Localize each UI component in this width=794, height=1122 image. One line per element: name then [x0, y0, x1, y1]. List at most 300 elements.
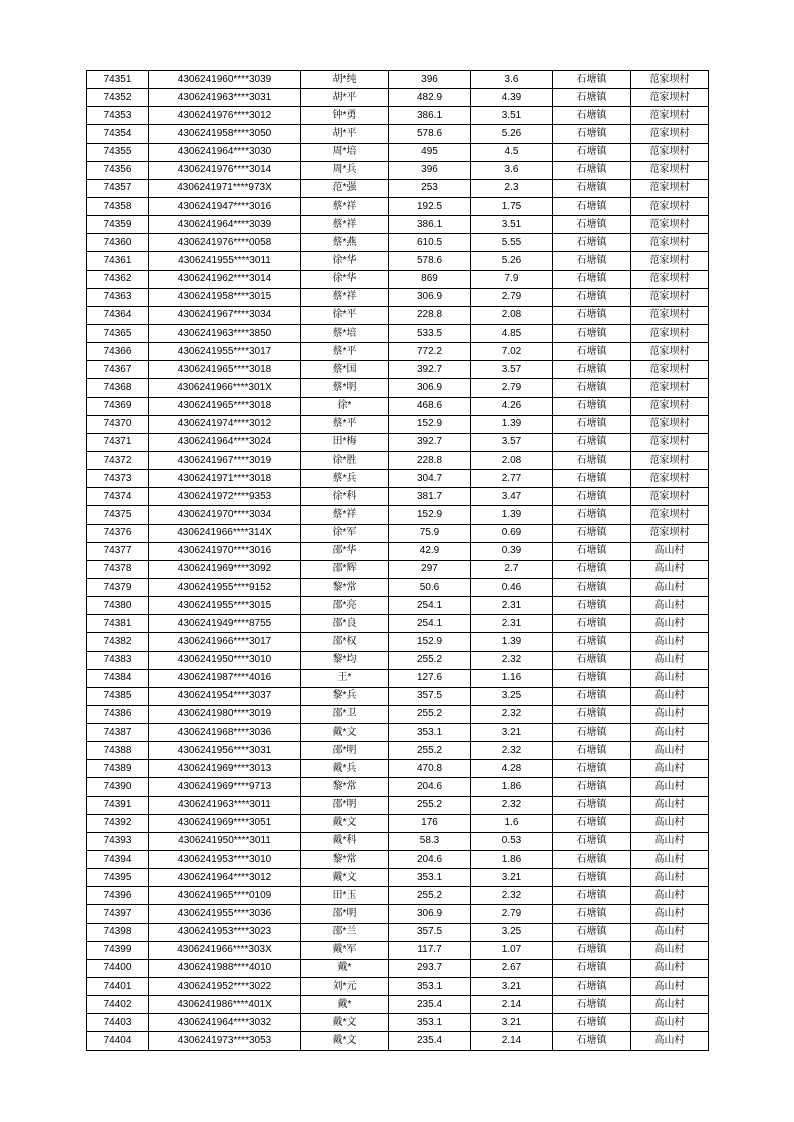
cell-area: 0.53: [471, 832, 553, 850]
cell-town: 石塘镇: [553, 161, 631, 179]
cell-name: 黎*常: [301, 851, 389, 869]
table-row: [87, 705, 709, 723]
cell-village: 高山村: [631, 869, 709, 887]
cell-name: 徐*: [301, 397, 389, 415]
cell-id_number: 4306241958****3015: [149, 288, 301, 306]
cell-area: 3.21: [471, 724, 553, 742]
cell-id_number: 4306241966****301X: [149, 379, 301, 397]
cell-name: 黎*均: [301, 651, 389, 669]
cell-area: 5.26: [471, 125, 553, 143]
cell-name: 黎*常: [301, 778, 389, 796]
cell-town: 石塘镇: [553, 669, 631, 687]
cell-id_number: 4306241958****3050: [149, 125, 301, 143]
cell-amount: 353.1: [389, 869, 471, 887]
cell-village: 高山村: [631, 705, 709, 723]
cell-area: 4.5: [471, 143, 553, 161]
cell-area: 2.79: [471, 288, 553, 306]
cell-id_number: 4306241955****3011: [149, 252, 301, 270]
cell-amount: 578.6: [389, 125, 471, 143]
cell-town: 石塘镇: [553, 978, 631, 996]
cell-id_number: 4306241966****314X: [149, 524, 301, 542]
cell-seq: 74353: [87, 107, 149, 125]
cell-village: 范家坝村: [631, 234, 709, 252]
table-row: [87, 724, 709, 742]
table-row: [87, 89, 709, 107]
cell-amount: 254.1: [389, 615, 471, 633]
cell-id_number: 4306241974****3012: [149, 415, 301, 433]
cell-id_number: 4306241973****3053: [149, 1032, 301, 1050]
cell-name: 戴*文: [301, 1032, 389, 1050]
cell-name: 戴*兵: [301, 760, 389, 778]
cell-amount: 578.6: [389, 252, 471, 270]
cell-seq: 74383: [87, 651, 149, 669]
cell-area: 2.79: [471, 379, 553, 397]
cell-id_number: 4306241988****4010: [149, 959, 301, 977]
cell-seq: 74366: [87, 343, 149, 361]
cell-town: 石塘镇: [553, 615, 631, 633]
cell-village: 范家坝村: [631, 488, 709, 506]
cell-amount: 152.9: [389, 633, 471, 651]
table-row: [87, 488, 709, 506]
cell-area: 1.39: [471, 415, 553, 433]
cell-amount: 610.5: [389, 234, 471, 252]
table-row: [87, 633, 709, 651]
cell-name: 蔡*祥: [301, 216, 389, 234]
cell-village: 高山村: [631, 742, 709, 760]
cell-name: 周*兵: [301, 161, 389, 179]
cell-village: 范家坝村: [631, 270, 709, 288]
cell-name: 田*玉: [301, 887, 389, 905]
cell-village: 范家坝村: [631, 107, 709, 125]
cell-village: 范家坝村: [631, 343, 709, 361]
cell-area: 2.08: [471, 451, 553, 469]
cell-town: 石塘镇: [553, 197, 631, 215]
cell-name: 蔡*平: [301, 343, 389, 361]
cell-town: 石塘镇: [553, 125, 631, 143]
cell-name: 徐*平: [301, 306, 389, 324]
cell-name: 蔡*平: [301, 415, 389, 433]
cell-village: 高山村: [631, 851, 709, 869]
cell-amount: 353.1: [389, 724, 471, 742]
table-row: [87, 959, 709, 977]
cell-village: 范家坝村: [631, 524, 709, 542]
cell-amount: 253: [389, 179, 471, 197]
cell-village: 高山村: [631, 615, 709, 633]
cell-area: 2.32: [471, 796, 553, 814]
cell-area: 2.79: [471, 905, 553, 923]
table-row: [87, 270, 709, 288]
cell-seq: 74363: [87, 288, 149, 306]
cell-amount: 255.2: [389, 651, 471, 669]
table-row: [87, 687, 709, 705]
cell-id_number: 4306241966****303X: [149, 941, 301, 959]
cell-seq: 74387: [87, 724, 149, 742]
table-row: [87, 651, 709, 669]
cell-village: 高山村: [631, 941, 709, 959]
cell-name: 邵*华: [301, 542, 389, 560]
table-row: [87, 324, 709, 342]
cell-seq: 74355: [87, 143, 149, 161]
cell-name: 蔡*培: [301, 324, 389, 342]
table-row: [87, 560, 709, 578]
table-row: [87, 379, 709, 397]
cell-name: 戴*文: [301, 869, 389, 887]
cell-area: 2.32: [471, 742, 553, 760]
cell-town: 石塘镇: [553, 179, 631, 197]
cell-id_number: 4306241967****3019: [149, 451, 301, 469]
cell-id_number: 4306241964****3039: [149, 216, 301, 234]
cell-name: 黎*兵: [301, 687, 389, 705]
table-row: [87, 814, 709, 832]
cell-area: 0.69: [471, 524, 553, 542]
cell-area: 3.51: [471, 216, 553, 234]
cell-id_number: 4306241966****3017: [149, 633, 301, 651]
cell-area: 3.25: [471, 923, 553, 941]
cell-seq: 74368: [87, 379, 149, 397]
cell-area: 2.14: [471, 996, 553, 1014]
cell-town: 石塘镇: [553, 887, 631, 905]
cell-id_number: 4306241955****3015: [149, 597, 301, 615]
table-row: [87, 433, 709, 451]
cell-village: 范家坝村: [631, 252, 709, 270]
cell-town: 石塘镇: [553, 996, 631, 1014]
cell-amount: 152.9: [389, 506, 471, 524]
cell-seq: 74354: [87, 125, 149, 143]
cell-id_number: 4306241971****973X: [149, 179, 301, 197]
cell-area: 0.46: [471, 578, 553, 596]
cell-area: 2.14: [471, 1032, 553, 1050]
cell-name: 戴*文: [301, 1014, 389, 1032]
cell-seq: 74398: [87, 923, 149, 941]
cell-amount: 533.5: [389, 324, 471, 342]
cell-area: 5.26: [471, 252, 553, 270]
cell-amount: 392.7: [389, 433, 471, 451]
cell-village: 范家坝村: [631, 415, 709, 433]
table-row: [87, 179, 709, 197]
cell-id_number: 4306241969****9713: [149, 778, 301, 796]
cell-area: 1.39: [471, 633, 553, 651]
cell-seq: 74352: [87, 89, 149, 107]
cell-town: 石塘镇: [553, 288, 631, 306]
cell-village: 范家坝村: [631, 179, 709, 197]
cell-area: 4.39: [471, 89, 553, 107]
cell-amount: 392.7: [389, 361, 471, 379]
cell-amount: 293.7: [389, 959, 471, 977]
cell-village: 范家坝村: [631, 161, 709, 179]
cell-name: 田*梅: [301, 433, 389, 451]
cell-seq: 74375: [87, 506, 149, 524]
cell-village: 高山村: [631, 542, 709, 560]
cell-name: 邵*明: [301, 905, 389, 923]
cell-seq: 74367: [87, 361, 149, 379]
cell-seq: 74384: [87, 669, 149, 687]
cell-town: 石塘镇: [553, 397, 631, 415]
cell-id_number: 4306241976****3014: [149, 161, 301, 179]
table-row: [87, 288, 709, 306]
cell-town: 石塘镇: [553, 633, 631, 651]
cell-town: 石塘镇: [553, 343, 631, 361]
cell-id_number: 4306241963****3850: [149, 324, 301, 342]
cell-name: 邵*权: [301, 633, 389, 651]
cell-town: 石塘镇: [553, 524, 631, 542]
cell-village: 范家坝村: [631, 71, 709, 89]
cell-town: 石塘镇: [553, 143, 631, 161]
cell-id_number: 4306241965****0109: [149, 887, 301, 905]
cell-id_number: 4306241955****3036: [149, 905, 301, 923]
cell-village: 高山村: [631, 832, 709, 850]
cell-id_number: 4306241970****3016: [149, 542, 301, 560]
cell-seq: 74385: [87, 687, 149, 705]
cell-amount: 176: [389, 814, 471, 832]
cell-town: 石塘镇: [553, 923, 631, 941]
cell-seq: 74374: [87, 488, 149, 506]
cell-village: 高山村: [631, 887, 709, 905]
cell-town: 石塘镇: [553, 89, 631, 107]
cell-amount: 255.2: [389, 887, 471, 905]
cell-amount: 495: [389, 143, 471, 161]
cell-amount: 235.4: [389, 996, 471, 1014]
cell-seq: 74381: [87, 615, 149, 633]
cell-id_number: 4306241976****0058: [149, 234, 301, 252]
cell-name: 胡*平: [301, 89, 389, 107]
cell-amount: 353.1: [389, 978, 471, 996]
cell-id_number: 4306241956****3031: [149, 742, 301, 760]
cell-name: 刘*元: [301, 978, 389, 996]
cell-village: 范家坝村: [631, 125, 709, 143]
cell-name: 戴*军: [301, 941, 389, 959]
table-row: [87, 615, 709, 633]
cell-town: 石塘镇: [553, 724, 631, 742]
cell-village: 范家坝村: [631, 89, 709, 107]
cell-town: 石塘镇: [553, 1032, 631, 1050]
cell-area: 7.9: [471, 270, 553, 288]
cell-amount: 357.5: [389, 923, 471, 941]
table-row: [87, 415, 709, 433]
cell-amount: 482.9: [389, 89, 471, 107]
cell-name: 戴*文: [301, 814, 389, 832]
table-row: [87, 71, 709, 89]
cell-amount: 297: [389, 560, 471, 578]
cell-name: 蔡*燕: [301, 234, 389, 252]
cell-area: 3.47: [471, 488, 553, 506]
cell-village: 高山村: [631, 633, 709, 651]
cell-area: 5.55: [471, 234, 553, 252]
cell-amount: 255.2: [389, 796, 471, 814]
cell-name: 范*强: [301, 179, 389, 197]
cell-amount: 228.8: [389, 451, 471, 469]
cell-town: 石塘镇: [553, 361, 631, 379]
cell-seq: 74388: [87, 742, 149, 760]
cell-seq: 74376: [87, 524, 149, 542]
cell-name: 徐*华: [301, 252, 389, 270]
cell-seq: 74395: [87, 869, 149, 887]
cell-id_number: 4306241969****3013: [149, 760, 301, 778]
cell-seq: 74360: [87, 234, 149, 252]
table-row: [87, 125, 709, 143]
cell-town: 石塘镇: [553, 488, 631, 506]
cell-seq: 74371: [87, 433, 149, 451]
cell-area: 4.26: [471, 397, 553, 415]
table-row: [87, 197, 709, 215]
cell-seq: 74392: [87, 814, 149, 832]
cell-id_number: 4306241960****3039: [149, 71, 301, 89]
table-row: [87, 306, 709, 324]
cell-seq: 74358: [87, 197, 149, 215]
cell-id_number: 4306241953****3010: [149, 851, 301, 869]
cell-area: 2.7: [471, 560, 553, 578]
table-row: [87, 542, 709, 560]
cell-seq: 74400: [87, 959, 149, 977]
cell-amount: 255.2: [389, 742, 471, 760]
cell-id_number: 4306241947****3016: [149, 197, 301, 215]
cell-seq: 74361: [87, 252, 149, 270]
cell-id_number: 4306241964****3030: [149, 143, 301, 161]
cell-seq: 74359: [87, 216, 149, 234]
cell-town: 石塘镇: [553, 71, 631, 89]
cell-town: 石塘镇: [553, 542, 631, 560]
cell-amount: 204.6: [389, 851, 471, 869]
cell-id_number: 4306241962****3014: [149, 270, 301, 288]
table-row: [87, 1032, 709, 1050]
cell-village: 高山村: [631, 978, 709, 996]
cell-town: 石塘镇: [553, 687, 631, 705]
cell-id_number: 4306241987****4016: [149, 669, 301, 687]
cell-name: 胡*纯: [301, 71, 389, 89]
cell-amount: 306.9: [389, 905, 471, 923]
cell-seq: 74382: [87, 633, 149, 651]
cell-area: 3.21: [471, 1014, 553, 1032]
cell-name: 戴*文: [301, 724, 389, 742]
cell-town: 石塘镇: [553, 270, 631, 288]
cell-name: 邵*卫: [301, 705, 389, 723]
table-row: [87, 742, 709, 760]
table-row: [87, 361, 709, 379]
table-row: [87, 343, 709, 361]
table-row: [87, 216, 709, 234]
cell-name: 邵*亮: [301, 597, 389, 615]
cell-area: 3.6: [471, 161, 553, 179]
cell-amount: 127.6: [389, 669, 471, 687]
cell-town: 石塘镇: [553, 252, 631, 270]
cell-town: 石塘镇: [553, 814, 631, 832]
cell-seq: 74389: [87, 760, 149, 778]
cell-id_number: 4306241955****9152: [149, 578, 301, 596]
cell-seq: 74390: [87, 778, 149, 796]
cell-seq: 74391: [87, 796, 149, 814]
cell-amount: 869: [389, 270, 471, 288]
cell-name: 胡*平: [301, 125, 389, 143]
cell-town: 石塘镇: [553, 379, 631, 397]
table-row: [87, 161, 709, 179]
cell-amount: 306.9: [389, 288, 471, 306]
cell-town: 石塘镇: [553, 760, 631, 778]
cell-id_number: 4306241980****3019: [149, 705, 301, 723]
table-row: [87, 524, 709, 542]
cell-name: 蔡*国: [301, 361, 389, 379]
cell-amount: 255.2: [389, 705, 471, 723]
cell-area: 7.02: [471, 343, 553, 361]
cell-seq: 74402: [87, 996, 149, 1014]
cell-village: 高山村: [631, 1014, 709, 1032]
cell-area: 2.67: [471, 959, 553, 977]
cell-village: 范家坝村: [631, 324, 709, 342]
cell-id_number: 4306241950****3010: [149, 651, 301, 669]
cell-village: 高山村: [631, 996, 709, 1014]
cell-area: 2.32: [471, 651, 553, 669]
cell-town: 石塘镇: [553, 470, 631, 488]
cell-id_number: 4306241968****3036: [149, 724, 301, 742]
cell-id_number: 4306241964****3032: [149, 1014, 301, 1032]
cell-amount: 42.9: [389, 542, 471, 560]
cell-area: 2.31: [471, 597, 553, 615]
cell-village: 高山村: [631, 669, 709, 687]
cell-town: 石塘镇: [553, 433, 631, 451]
cell-area: 3.57: [471, 433, 553, 451]
cell-amount: 304.7: [389, 470, 471, 488]
cell-town: 石塘镇: [553, 234, 631, 252]
cell-amount: 204.6: [389, 778, 471, 796]
cell-id_number: 4306241965****3018: [149, 361, 301, 379]
cell-id_number: 4306241986****401X: [149, 996, 301, 1014]
cell-id_number: 4306241953****3023: [149, 923, 301, 941]
cell-name: 蔡*祥: [301, 197, 389, 215]
cell-amount: 396: [389, 71, 471, 89]
cell-area: 2.32: [471, 705, 553, 723]
cell-name: 徐*胜: [301, 451, 389, 469]
table-row: [87, 669, 709, 687]
cell-seq: 74356: [87, 161, 149, 179]
table-body: [87, 71, 709, 1051]
cell-village: 高山村: [631, 796, 709, 814]
cell-name: 蔡*祥: [301, 288, 389, 306]
cell-village: 范家坝村: [631, 433, 709, 451]
cell-area: 1.86: [471, 851, 553, 869]
cell-amount: 353.1: [389, 1014, 471, 1032]
cell-amount: 468.6: [389, 397, 471, 415]
cell-town: 石塘镇: [553, 796, 631, 814]
cell-town: 石塘镇: [553, 705, 631, 723]
cell-amount: 75.9: [389, 524, 471, 542]
subsidy-table: [86, 70, 709, 1051]
cell-area: 2.08: [471, 306, 553, 324]
table-row: [87, 397, 709, 415]
cell-id_number: 4306241965****3018: [149, 397, 301, 415]
cell-name: 王*: [301, 669, 389, 687]
cell-id_number: 4306241954****3037: [149, 687, 301, 705]
cell-name: 戴*科: [301, 832, 389, 850]
cell-seq: 74396: [87, 887, 149, 905]
cell-village: 范家坝村: [631, 216, 709, 234]
cell-id_number: 4306241949****8755: [149, 615, 301, 633]
cell-id_number: 4306241955****3017: [149, 343, 301, 361]
cell-area: 2.31: [471, 615, 553, 633]
cell-town: 石塘镇: [553, 959, 631, 977]
cell-name: 戴*: [301, 959, 389, 977]
cell-amount: 117.7: [389, 941, 471, 959]
cell-seq: 74386: [87, 705, 149, 723]
cell-seq: 74379: [87, 578, 149, 596]
cell-area: 2.3: [471, 179, 553, 197]
cell-name: 周*培: [301, 143, 389, 161]
cell-seq: 74377: [87, 542, 149, 560]
cell-village: 范家坝村: [631, 361, 709, 379]
cell-village: 范家坝村: [631, 197, 709, 215]
cell-village: 范家坝村: [631, 306, 709, 324]
cell-name: 蔡*明: [301, 379, 389, 397]
table-row: [87, 978, 709, 996]
cell-area: 1.16: [471, 669, 553, 687]
table-row: [87, 506, 709, 524]
